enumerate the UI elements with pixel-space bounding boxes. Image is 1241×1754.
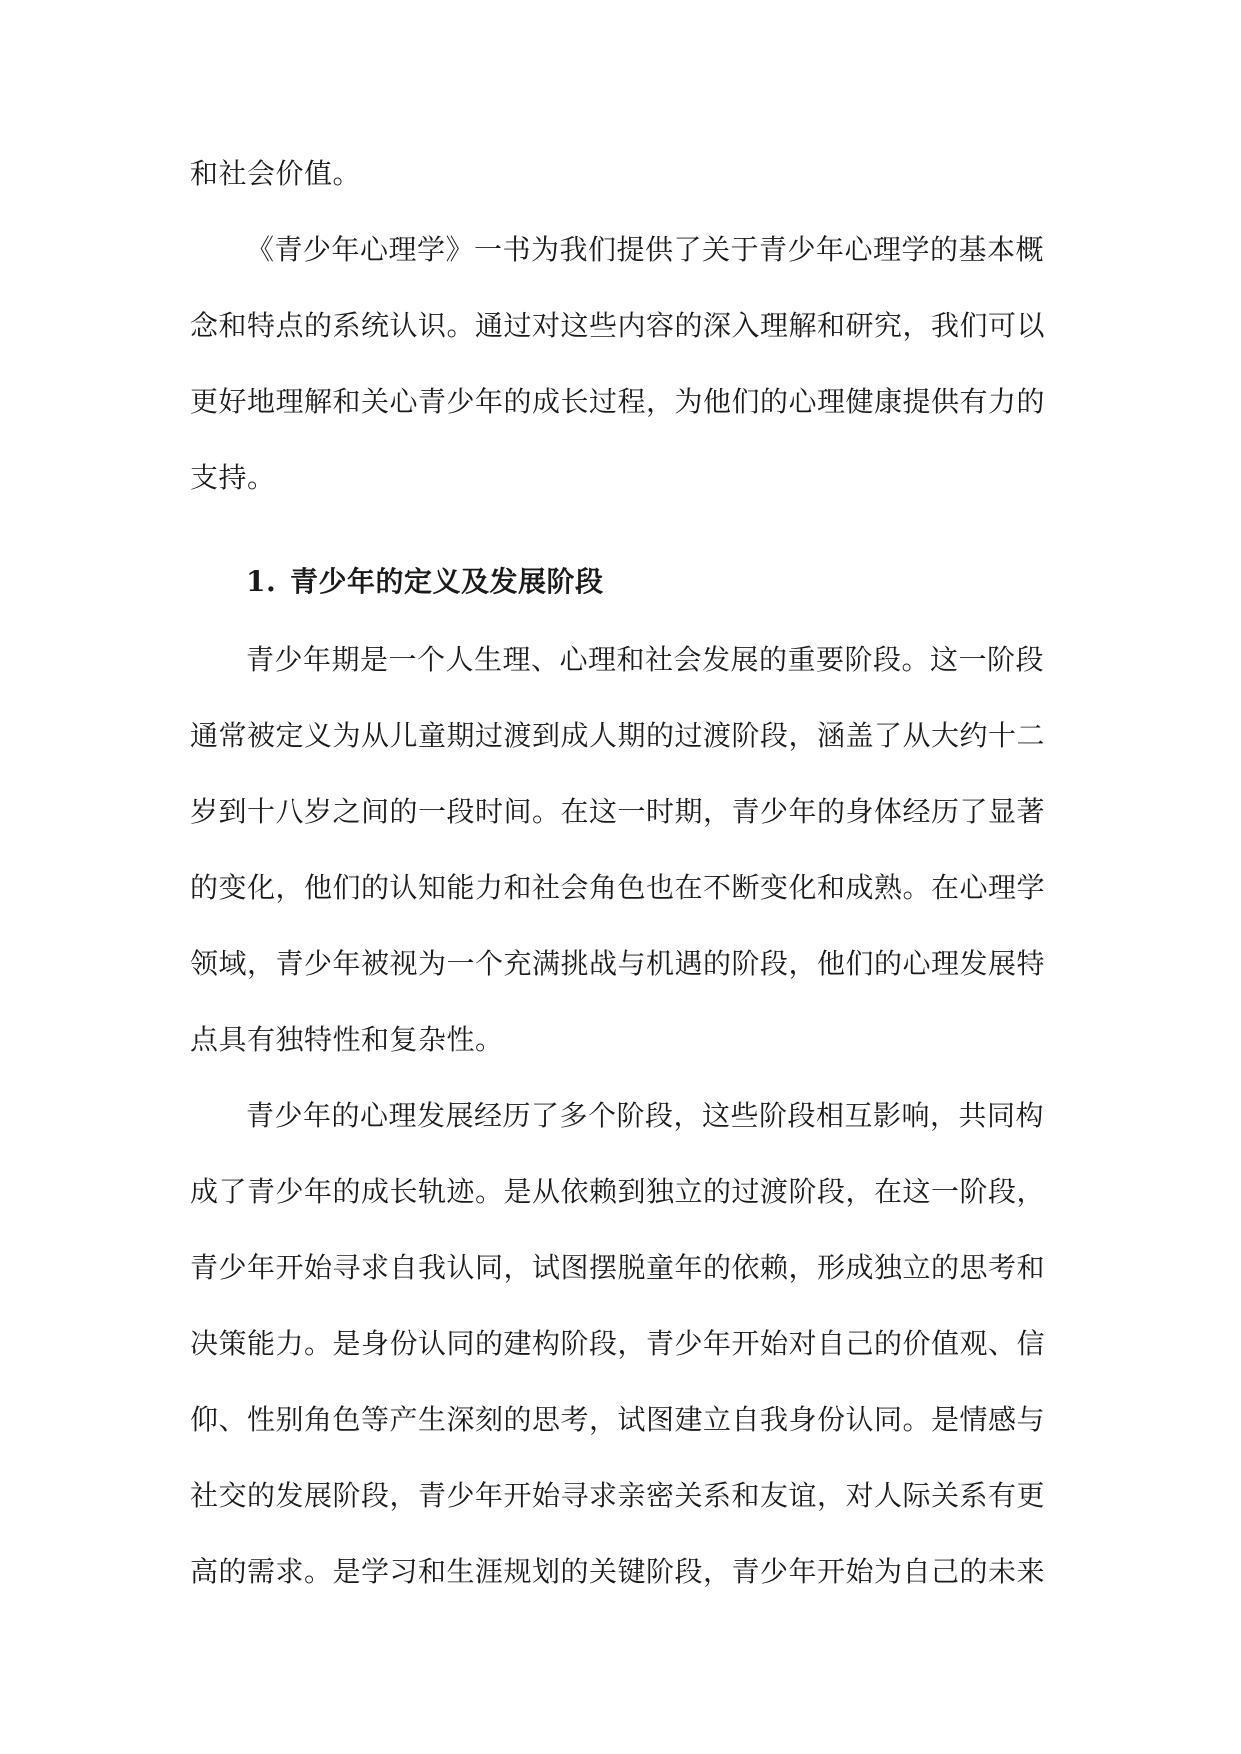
paragraph-definition: [190, 622, 1056, 1078]
intro-fragment: [190, 136, 1056, 212]
paragraph-stages: [190, 1078, 1056, 1610]
section-number: 1.: [246, 565, 277, 598]
text-line: 《青少年心理学》一书为我们提供了关于青少年心理学的基本概: [246, 233, 1045, 266]
section-heading: [246, 552, 604, 612]
text-line: 青少年期是一个人生理、心理和社会发展的重要阶段。这一阶段: [246, 643, 1045, 676]
text-line: 仰、性别角色等产生深刻的思考，试图建立自我身份认同。是情感与: [190, 1403, 1046, 1436]
text-line: 成了青少年的成长轨迹。是从依赖到独立的过渡阶段，在这一阶段，: [190, 1175, 1046, 1208]
text-line: 青少年的心理发展经历了多个阶段，这些阶段相互影响，共同构: [246, 1099, 1045, 1132]
text-line: 点具有独特性和复杂性。: [190, 1023, 504, 1056]
text-line: 领域，青少年被视为一个充满挑战与机遇的阶段，他们的心理发展特: [190, 947, 1046, 980]
paragraph-book-summary: [190, 212, 1056, 516]
text-line: 岁到十八岁之间的一段时间。在这一时期，青少年的身体经历了显著: [190, 795, 1046, 828]
text-line: 和社会价值。: [190, 157, 362, 190]
text-line: 决策能力。是身份认同的建构阶段，青少年开始对自己的价值观、信: [190, 1327, 1046, 1360]
text-line: 高的需求。是学习和生涯规划的关键阶段，青少年开始为自己的未来: [190, 1555, 1046, 1588]
text-line: 的变化，他们的认知能力和社会角色也在不断变化和成熟。在心理学: [190, 871, 1046, 904]
text-line: 青少年开始寻求自我认同，试图摆脱童年的依赖，形成独立的思考和: [190, 1251, 1046, 1284]
text-line: 念和特点的系统认识。通过对这些内容的深入理解和研究，我们可以: [190, 309, 1046, 342]
text-line: 通常被定义为从儿童期过渡到成人期的过渡阶段，涵盖了从大约十二: [190, 719, 1046, 752]
section-title: 青少年的定义及发展阶段: [290, 565, 604, 598]
text-line: 更好地理解和关心青少年的成长过程，为他们的心理健康提供有力的: [190, 385, 1046, 418]
text-line: 支持。: [190, 461, 276, 494]
text-line: 社交的发展阶段，青少年开始寻求亲密关系和友谊，对人际关系有更: [190, 1479, 1046, 1512]
